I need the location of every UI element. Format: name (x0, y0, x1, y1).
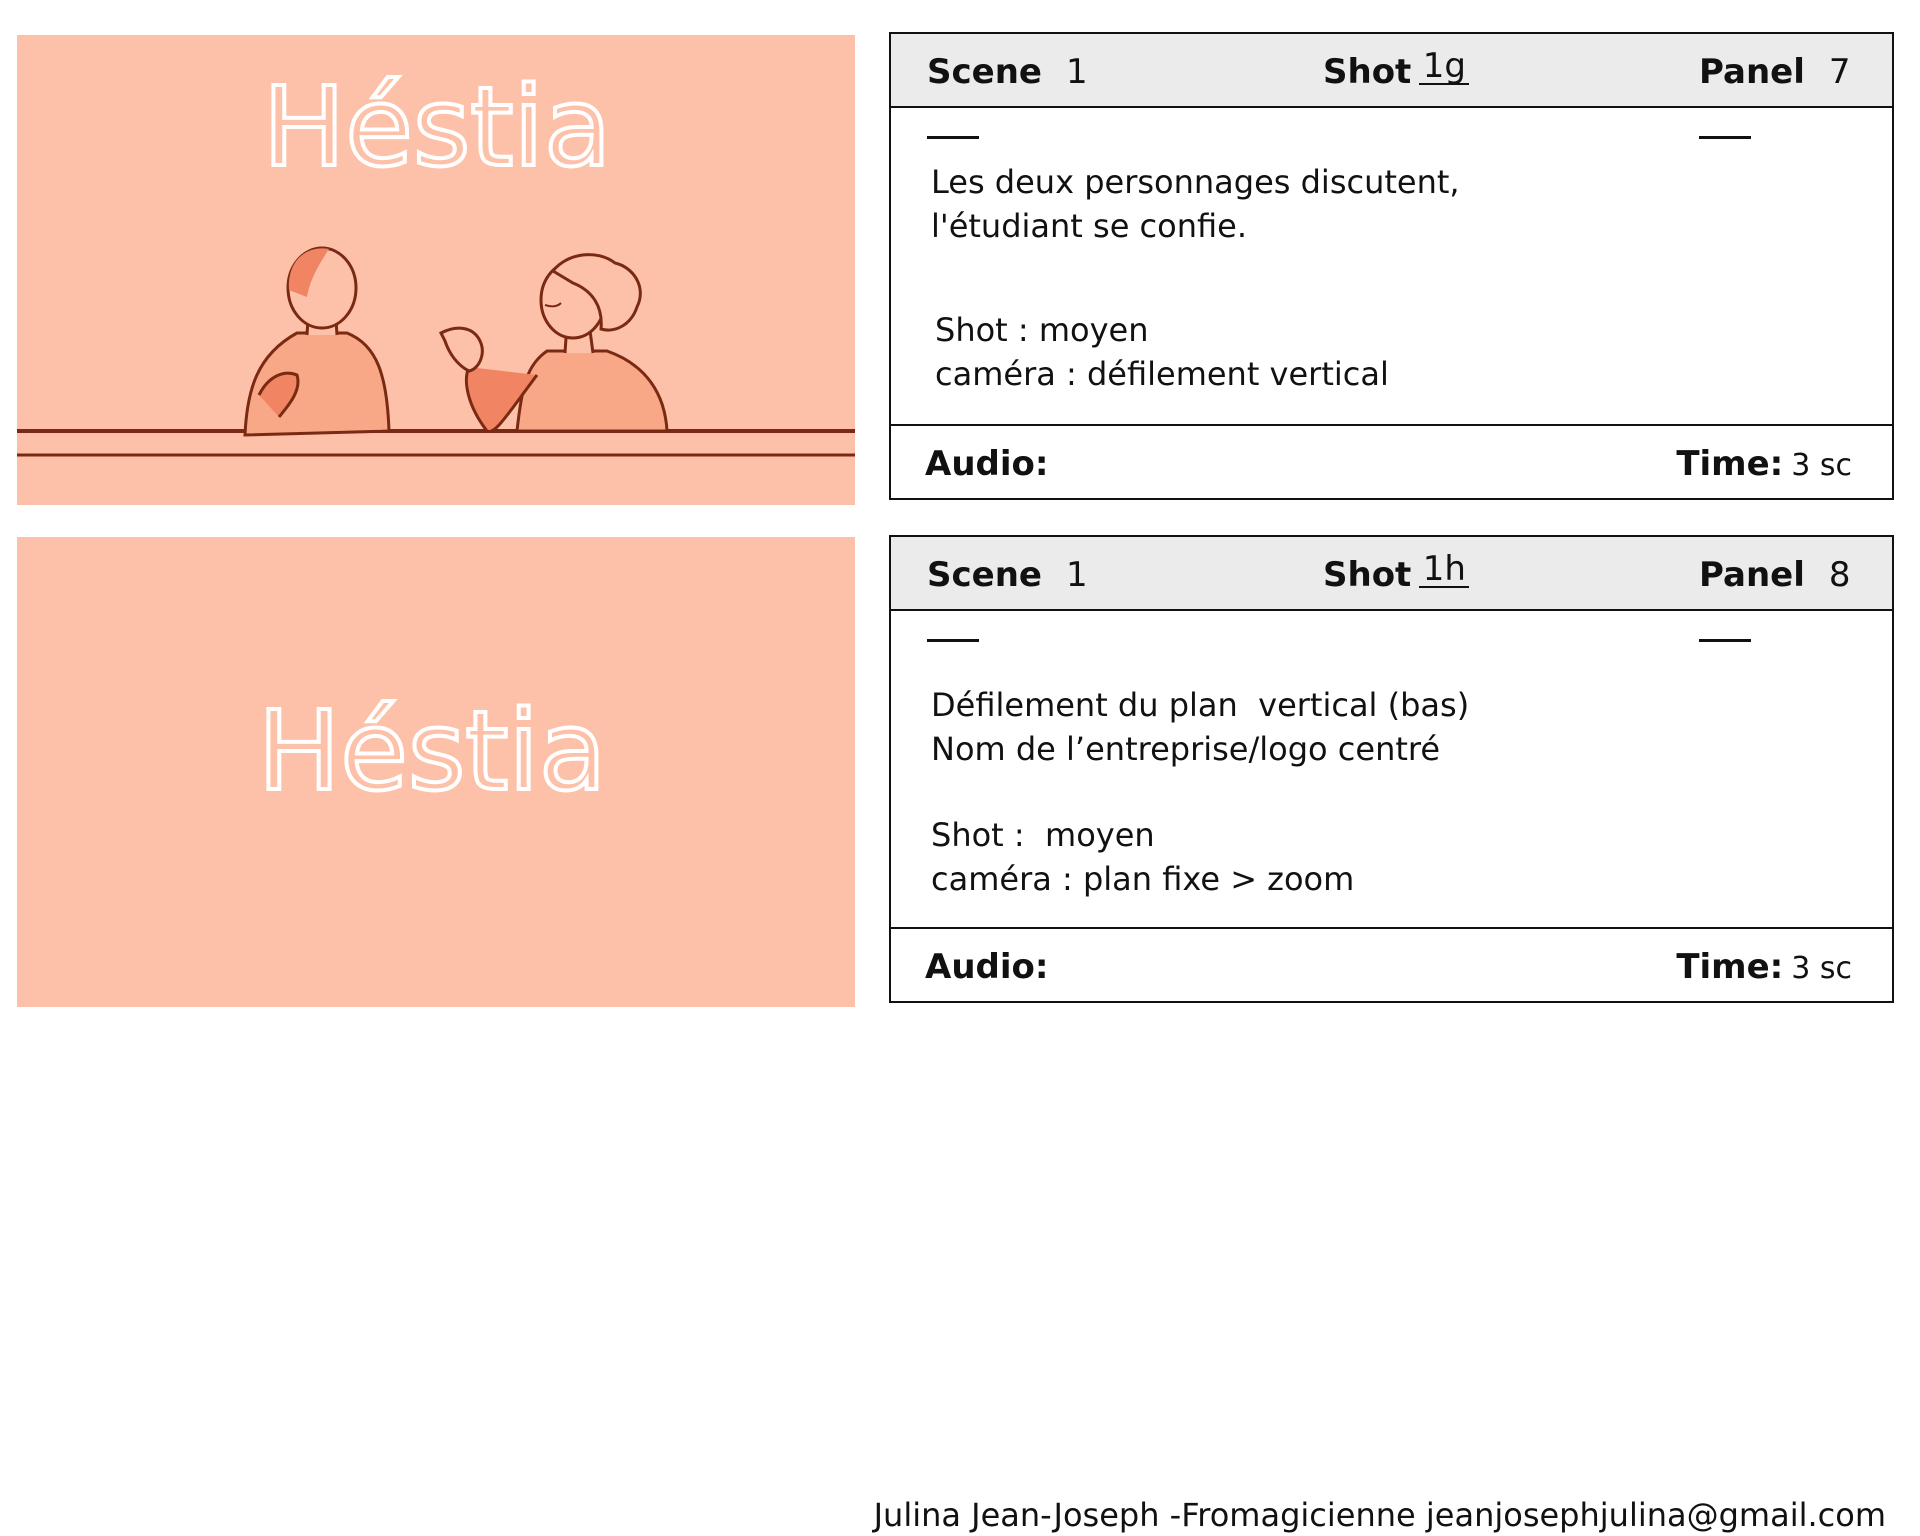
scene-number: 1 (1065, 52, 1088, 92)
description-line: Nom de l’entreprise/logo centré (931, 730, 1441, 768)
panel-label: Panel (1699, 52, 1805, 92)
right-character-hand (441, 328, 482, 371)
panel-field (1699, 52, 1851, 92)
panel-description (931, 160, 1460, 248)
time-field (1676, 444, 1852, 484)
right-character-body (517, 351, 667, 431)
time-field (1676, 947, 1852, 987)
time-label: Time: (1676, 947, 1784, 987)
storyboard-panel-7 (889, 32, 1894, 500)
shot-field (1323, 549, 1469, 595)
storyboard-frame-8 (17, 537, 855, 1007)
camera-line: caméra : plan fixe > zoom (931, 860, 1355, 898)
author-credit: Julina Jean-Joseph -Fromagicienne jeanjosephjulina@gmail.com (873, 1496, 1886, 1534)
time-label: Time: (1676, 444, 1784, 484)
panel-camera-notes (935, 308, 1389, 396)
divider-dash (1699, 136, 1751, 139)
panel-header (891, 34, 1892, 108)
panel-field (1699, 555, 1851, 595)
scene-label: Scene (927, 555, 1042, 595)
time-value: 3 sc (1791, 448, 1852, 483)
two-characters-illustration (17, 35, 855, 505)
hestia-logo-text: Héstia (262, 63, 612, 191)
description-line: Défilement du plan vertical (bas) (931, 686, 1470, 724)
panel-footer (891, 927, 1892, 1001)
shot-number: 1g (1419, 49, 1469, 85)
panel-camera-notes (931, 813, 1354, 901)
logo-frame-illustration (17, 537, 855, 1007)
description-line: l'étudiant se confie. (931, 207, 1248, 245)
panel-header (891, 537, 1892, 611)
audio-label: Audio: (925, 947, 1049, 987)
shot-number: 1h (1419, 552, 1469, 588)
divider-dash (1699, 639, 1751, 642)
audio-label: Audio: (925, 444, 1049, 484)
shot-label: Shot (1323, 555, 1412, 595)
panel-footer (891, 424, 1892, 498)
shot-line: Shot : moyen (931, 816, 1155, 854)
camera-line: caméra : défilement vertical (935, 355, 1389, 393)
panel-number: 7 (1828, 52, 1851, 92)
hestia-logo-text: Héstia (257, 687, 607, 815)
divider-dash (927, 136, 979, 139)
divider-dash (927, 639, 979, 642)
shot-field (1323, 46, 1469, 92)
description-line: Les deux personnages discutent, (931, 163, 1460, 201)
scene-field (927, 52, 1088, 92)
panel-number: 8 (1828, 555, 1851, 595)
shot-line: Shot : moyen (935, 311, 1149, 349)
scene-label: Scene (927, 52, 1042, 92)
time-value: 3 sc (1791, 951, 1852, 986)
scene-number: 1 (1065, 555, 1088, 595)
shot-label: Shot (1323, 52, 1412, 92)
storyboard-frame-7 (17, 35, 855, 505)
panel-label: Panel (1699, 555, 1805, 595)
panel-description (931, 683, 1469, 771)
scene-field (927, 555, 1088, 595)
storyboard-panel-8 (889, 535, 1894, 1003)
